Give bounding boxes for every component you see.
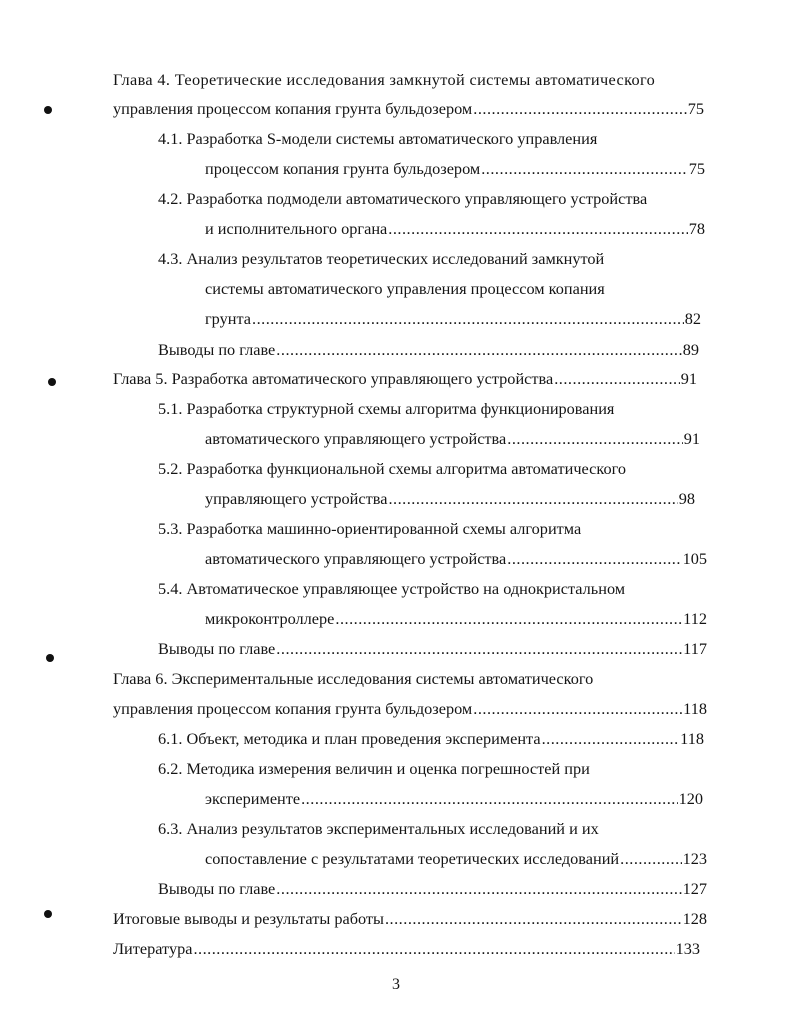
toc-entry <box>158 575 678 603</box>
toc-entry <box>158 635 707 663</box>
toc-leader-dots <box>620 845 681 873</box>
toc-entry-page: 82 <box>684 309 701 328</box>
toc-entry <box>158 755 638 783</box>
toc-entry <box>158 515 638 543</box>
toc-entry <box>205 605 707 633</box>
toc-entry-page: 127 <box>682 879 707 898</box>
toc-entry-text: микроконтроллере <box>205 609 335 628</box>
toc-entry-text: 4.1. Разработка S-модели системы автоматического управления <box>158 129 598 148</box>
toc-entry-text: Итоговые выводы и результаты работы <box>113 909 384 928</box>
toc-entry-text: 5.1. Разработка структурной схемы алгоритма функционирования <box>158 399 615 418</box>
toc-entry <box>205 545 707 573</box>
toc-entry-text: 6.2. Методика измерения величин и оценка погрешностей при <box>158 759 590 778</box>
toc-entry-page: 123 <box>682 849 707 868</box>
toc-entry <box>113 66 709 94</box>
toc-entry <box>113 935 700 963</box>
toc-entry <box>113 695 707 723</box>
toc-leader-dots <box>507 425 682 453</box>
toc-entry-text: 6.1. Объект, методика и план проведения эксперимента <box>158 729 541 748</box>
toc-entry <box>158 815 648 843</box>
toc-entry-text: управления процессом копания грунта бульдозером <box>113 699 473 718</box>
toc-entry-text: сопоставление с результатами теоретических исследований <box>205 849 620 868</box>
toc-entry-text: 6.3. Анализ результатов экспериментальных исследований и их <box>158 819 599 838</box>
toc-entry-text: управляющего устройства <box>205 489 388 508</box>
toc-entry <box>205 785 703 813</box>
toc-entry-page: 105 <box>682 549 707 568</box>
toc-entry-page: 118 <box>680 729 704 748</box>
toc-entry-page: 118 <box>683 699 707 718</box>
toc-entry-page: 75 <box>688 159 705 178</box>
toc-entry <box>113 905 707 933</box>
toc-entry-text: и исполнительного органа <box>205 219 388 238</box>
toc-entry-page: 117 <box>683 639 707 658</box>
toc-entry-text: системы автоматического управления процессом копания <box>205 279 605 298</box>
toc-entry-page: 112 <box>683 609 707 628</box>
toc-entry-text: 5.4. Автоматическое управляющее устройство на однокристальном <box>158 579 626 598</box>
toc-entry-text: эксперименте <box>205 789 301 808</box>
toc-entry <box>158 725 704 753</box>
toc-entry <box>158 245 658 273</box>
toc-entry <box>158 455 678 483</box>
toc-entry-text: процессом копания грунта бульдозером <box>205 159 481 178</box>
toc-entry-page: 91 <box>683 429 700 448</box>
toc-entry <box>158 125 658 153</box>
toc-entry-text: 4.2. Разработка подмодели автоматического управляющего устройства <box>158 189 648 208</box>
toc-entry <box>158 336 699 364</box>
toc-entry-page: 98 <box>678 489 695 508</box>
toc-leader-dots <box>335 605 682 633</box>
toc-entry-page: 91 <box>680 369 697 388</box>
toc-entry-page: 78 <box>688 219 705 238</box>
toc-leader-dots <box>385 905 682 933</box>
toc-entry <box>113 365 697 393</box>
toc-entry <box>205 275 665 303</box>
toc-leader-dots <box>481 155 688 183</box>
toc-leader-dots <box>388 485 677 513</box>
toc-leader-dots <box>542 725 680 753</box>
toc-entry-text: 4.3. Анализ результатов теоретических исследований замкнутой <box>158 249 605 268</box>
toc-entry-text: автоматического управляющего устройства <box>205 429 507 448</box>
toc-entry-page: 128 <box>682 909 707 928</box>
toc-entry-text: управления процессом копания грунта бульдозером <box>113 99 473 118</box>
toc-entry-text: 5.2. Разработка функциональной схемы алгоритма автоматического <box>158 459 626 478</box>
toc-leader-dots <box>276 875 681 903</box>
toc-entry <box>205 485 695 513</box>
scan-mark <box>46 654 54 662</box>
scan-mark <box>44 106 52 114</box>
toc-leader-dots <box>388 215 687 243</box>
toc-entry-page: 120 <box>678 789 703 808</box>
scan-mark <box>48 378 56 386</box>
toc-entry <box>205 845 707 873</box>
toc-leader-dots <box>301 785 677 813</box>
toc-leader-dots <box>276 635 682 663</box>
toc-leader-dots <box>473 95 686 123</box>
toc-entry-text: Глава 6. Экспериментальные исследования системы автоматического <box>113 669 594 688</box>
toc-entry-text: Выводы по главе <box>158 340 276 359</box>
toc-entry-text: 5.3. Разработка машинно-ориентированной схемы алгоритма <box>158 519 582 538</box>
toc-entry-text: Выводы по главе <box>158 879 276 898</box>
toc-entry-text: Выводы по главе <box>158 639 276 658</box>
toc-leader-dots <box>473 695 682 723</box>
toc-entry <box>205 305 701 333</box>
toc-entry-text: Литература <box>113 939 193 958</box>
toc-leader-dots <box>193 935 674 963</box>
toc-leader-dots <box>507 545 681 573</box>
toc-entry-page: 75 <box>687 99 704 118</box>
toc-entry <box>113 665 658 693</box>
toc-entry-text: Глава 4. Теоретические исследования замкнутой системы автоматического <box>113 70 656 89</box>
toc-entry-page: 89 <box>682 340 699 359</box>
toc-entry-text: Глава 5. Разработка автоматического управляющего устройства <box>113 369 554 388</box>
toc-entry <box>158 395 658 423</box>
toc-entry <box>205 215 705 243</box>
toc-entry <box>205 155 705 183</box>
toc-entry <box>158 185 708 213</box>
toc-leader-dots <box>276 336 681 364</box>
toc-entry-text: грунта <box>205 309 251 328</box>
toc-entry <box>158 875 707 903</box>
scan-mark <box>44 910 52 918</box>
toc-entry-text: автоматического управляющего устройства <box>205 549 507 568</box>
page-number: 3 <box>392 976 400 993</box>
toc-leader-dots <box>252 305 684 333</box>
toc-entry-page: 133 <box>675 939 700 958</box>
toc-entry <box>113 95 704 123</box>
toc-leader-dots <box>554 365 680 393</box>
toc-entry <box>205 425 700 453</box>
